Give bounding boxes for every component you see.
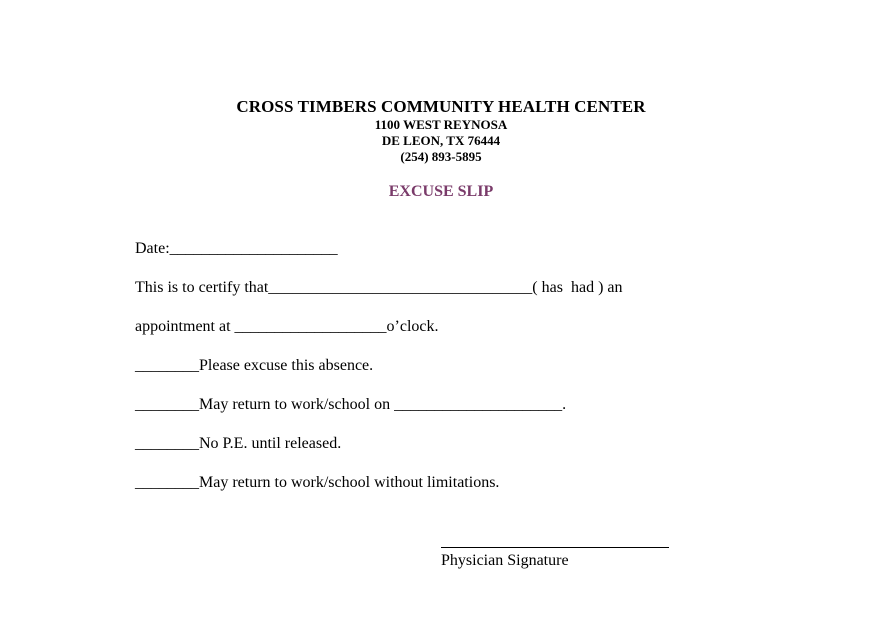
organization-name: CROSS TIMBERS COMMUNITY HEALTH CENTER: [236, 97, 646, 116]
option-excuse-absence: ________Please excuse this absence.: [135, 357, 374, 374]
document-title: EXCUSE SLIP: [388, 183, 494, 200]
appointment-time-line: appointment at ___________________o’clock.: [135, 318, 439, 335]
signature-label: Physician Signature: [441, 552, 569, 569]
option-no-pe: ________No P.E. until released.: [135, 435, 342, 452]
phone-number: (254) 893-5895: [400, 149, 482, 164]
option-no-limitations: ________May return to work/school without limitations.: [135, 474, 500, 491]
address-city: DE LEON, TX 76444: [381, 133, 501, 148]
option-return-on-date: ________May return to work/school on _____________________.: [135, 396, 567, 413]
address-street: 1100 WEST REYNOSA: [374, 117, 508, 132]
date-field-line: Date:_____________________: [135, 240, 338, 257]
signature-line: [441, 547, 669, 548]
letterhead: [0, 97, 882, 165]
certify-patient-line: This is to certify that_________________________________( has had ) an: [135, 279, 623, 296]
